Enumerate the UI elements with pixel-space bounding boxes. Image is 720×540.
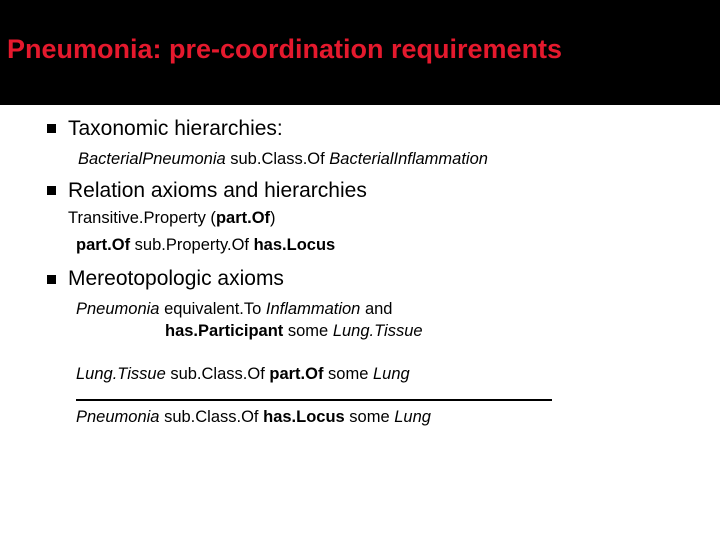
- section-heading-taxonomic: Taxonomic hierarchies:: [68, 117, 283, 140]
- relation: part.Of: [215, 209, 271, 227]
- term: Pneumonia: [76, 300, 160, 318]
- axiom-line: [76, 236, 335, 255]
- section-heading-relation-axioms: Relation axioms and hierarchies: [68, 179, 367, 202]
- axiom-line: [76, 300, 392, 319]
- bullet-square-icon: [47, 186, 56, 195]
- term: Lung: [373, 365, 410, 383]
- relation: has.Locus: [263, 408, 345, 426]
- operator: ): [270, 209, 276, 227]
- axiom-line: [165, 322, 423, 341]
- operator: some: [344, 408, 395, 426]
- inference-rule-line: [76, 399, 552, 401]
- term: Pneumonia: [76, 408, 160, 426]
- premise-line: [76, 365, 410, 384]
- relation: has.Locus: [253, 236, 336, 254]
- operator: some: [283, 322, 333, 340]
- term: Lung.Tissue: [76, 365, 166, 383]
- operator: sub.Class.Of: [159, 408, 264, 426]
- term: Lung.Tissue: [332, 322, 423, 340]
- term: BacterialInflammation: [329, 150, 488, 168]
- conclusion-line: [76, 408, 431, 427]
- operator: sub.Class.Of: [165, 365, 270, 383]
- operator: Transitive.Property (: [68, 209, 216, 227]
- term: Lung: [394, 408, 431, 426]
- operator: and: [360, 300, 393, 318]
- relation: has.Participant: [165, 322, 284, 340]
- term: Inflammation: [265, 300, 361, 318]
- relation: part.Of: [76, 236, 131, 254]
- slide-title: Pneumonia: pre-coordination requirements: [7, 34, 563, 64]
- bullet-square-icon: [47, 275, 56, 284]
- axiom-line: [68, 209, 276, 228]
- operator: some: [323, 365, 373, 383]
- relation: part.Of: [269, 365, 324, 383]
- operator: sub.Class.Of: [225, 150, 330, 168]
- operator: equivalent.To: [159, 300, 266, 318]
- operator: sub.Property.Of: [130, 236, 254, 254]
- section-heading-mereotopologic: Mereotopologic axioms: [68, 267, 284, 290]
- title-bar: [0, 0, 720, 105]
- axiom-line: [78, 150, 488, 169]
- bullet-square-icon: [47, 124, 56, 133]
- term: BacterialPneumonia: [78, 150, 226, 168]
